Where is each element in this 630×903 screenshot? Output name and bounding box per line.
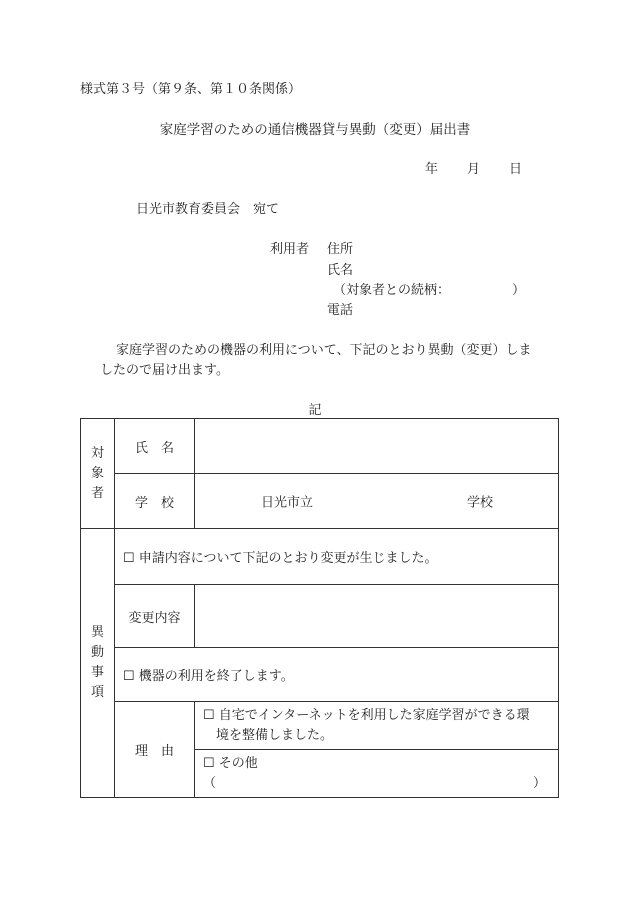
- subject-school-field[interactable]: [195, 474, 559, 529]
- date-day-label: 日: [509, 162, 523, 177]
- subject-section-char-2: 象: [90, 465, 104, 481]
- reason-other-checkbox[interactable]: [195, 750, 559, 798]
- form-number: 様式第３号（第９条、第１０条関係）: [80, 82, 302, 97]
- date-month-label: 月: [467, 162, 481, 177]
- note-mark: 記: [308, 403, 322, 418]
- reason-other-open-paren: （: [203, 775, 217, 791]
- change-content-label: 変更内容: [115, 585, 195, 648]
- change-section-char-4: 項: [90, 685, 104, 700]
- school-suffix-text: 学校: [467, 495, 494, 511]
- subject-name-field[interactable]: [195, 419, 559, 474]
- applicant-name-label: 氏名: [327, 263, 354, 278]
- addressee: 日光市教育委員会 宛て: [136, 202, 280, 217]
- body-text-line-1: 家庭学習のための機器の利用について、下記のとおり異動（変更）しま: [116, 343, 532, 358]
- change-content-field[interactable]: [195, 585, 559, 648]
- change-section-char-3: 事: [90, 665, 104, 680]
- school-city-text: 日光市立: [261, 495, 314, 511]
- date-year-label: 年: [425, 162, 439, 177]
- subject-name-label: 氏 名: [115, 419, 195, 474]
- applicant-relation-label: （対象者との続柄：: [333, 283, 451, 298]
- change-request-checkbox[interactable]: ☐ 申請内容について下記のとおり変更が生じました。: [115, 529, 559, 585]
- change-section-char-1: 異: [90, 625, 104, 640]
- reason-other-label: ☐ その他: [203, 755, 258, 771]
- document-title: 家庭学習のための通信機器貸与異動（変更）届出書: [159, 122, 471, 138]
- applicant-relation-close: ）: [512, 283, 526, 298]
- subject-section-char-3: 者: [90, 485, 104, 501]
- applicant-role-label: 利用者: [270, 242, 310, 257]
- change-section-cell: [81, 529, 115, 798]
- body-text-line-2: したので届け出ます。: [100, 363, 229, 378]
- reason-internet-line-1: ☐ 自宅でインターネットを利用した家庭学習ができる環: [203, 707, 530, 723]
- end-use-checkbox[interactable]: ☐ 機器の利用を終了します。: [115, 648, 559, 702]
- reason-internet-checkbox[interactable]: [195, 702, 559, 750]
- form-table: [80, 418, 559, 798]
- change-section-char-2: 動: [90, 645, 104, 660]
- subject-section-char-1: 対: [90, 445, 104, 461]
- reason-internet-line-2: 境を整備しました。: [216, 727, 334, 743]
- subject-section-cell: [81, 419, 115, 529]
- reason-other-close-paren: ）: [532, 775, 546, 791]
- applicant-address-label: 住所: [327, 242, 354, 257]
- reason-other-field[interactable]: [203, 774, 558, 794]
- applicant-phone-label: 電話: [327, 303, 354, 318]
- subject-school-label: 学 校: [115, 474, 195, 529]
- reason-label: 理 由: [115, 702, 195, 798]
